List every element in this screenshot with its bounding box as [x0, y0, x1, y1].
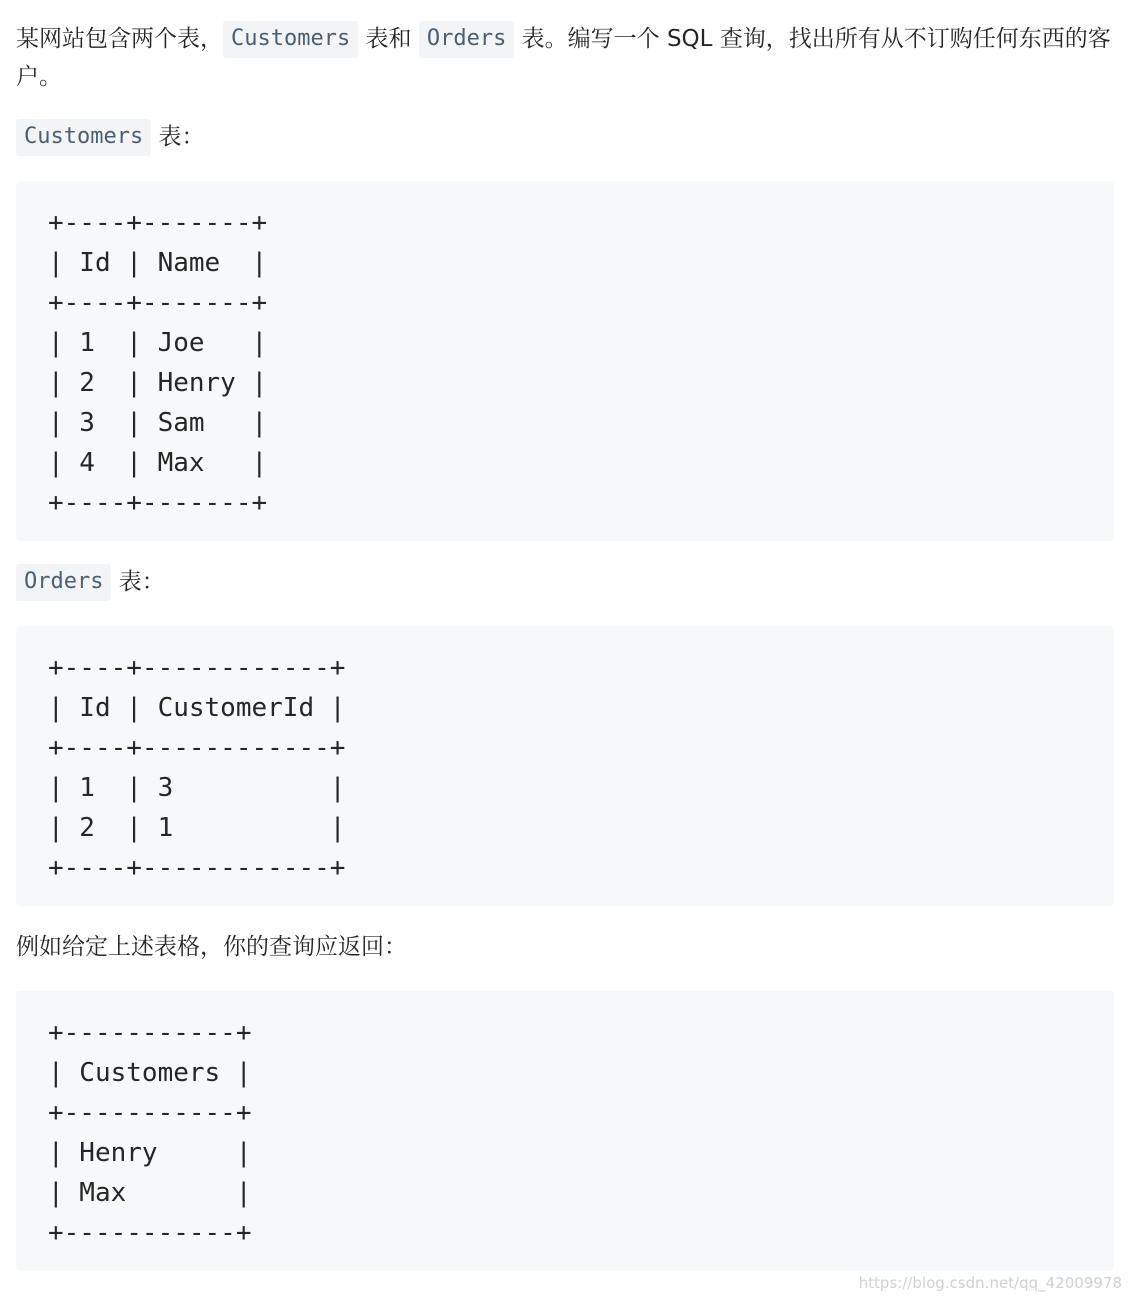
- orders-table-label: [16, 563, 1114, 601]
- orders-label-code: Orders: [16, 564, 111, 601]
- result-table-code-block: [16, 991, 1114, 1271]
- result-table-text: +-----------+ | Customers | +-----------+ | Henry | | Max | +-----------+: [48, 1018, 252, 1248]
- intro-paragraph: [16, 0, 1114, 96]
- orders-table-text: +----+------------+ | Id | CustomerId | +----+------------+ | 1 | 3 | | 2 | 1 | +----+------------+: [48, 653, 346, 883]
- intro-text-2: 表和: [358, 26, 419, 52]
- watermark: https://blog.csdn.net/qq_42009978: [858, 1274, 1122, 1292]
- intro-text-1: 某网站包含两个表，: [16, 26, 223, 52]
- customers-table-label: [16, 118, 1114, 156]
- customers-inline-code: Customers: [223, 21, 358, 58]
- intro-text-3: 表。编写一个 SQL 查询，找出所有从不订购任何东西的客户。: [16, 26, 1111, 90]
- orders-inline-code: Orders: [419, 21, 514, 58]
- orders-table-code-block: [16, 626, 1114, 906]
- result-intro-text: 例如给定上述表格，你的查询应返回：: [16, 934, 407, 960]
- customers-table-code-block: [16, 181, 1114, 541]
- customers-label-code: Customers: [16, 119, 151, 156]
- problem-description: [16, 0, 1114, 1271]
- orders-label-suffix: 表：: [111, 569, 165, 595]
- customers-label-suffix: 表：: [151, 124, 205, 150]
- customers-table-text: +----+-------+ | Id | Name | +----+-------+ | 1 | Joe | | 2 | Henry | | 3 | Sam | | 4 | Max | +----+-------+: [48, 208, 268, 518]
